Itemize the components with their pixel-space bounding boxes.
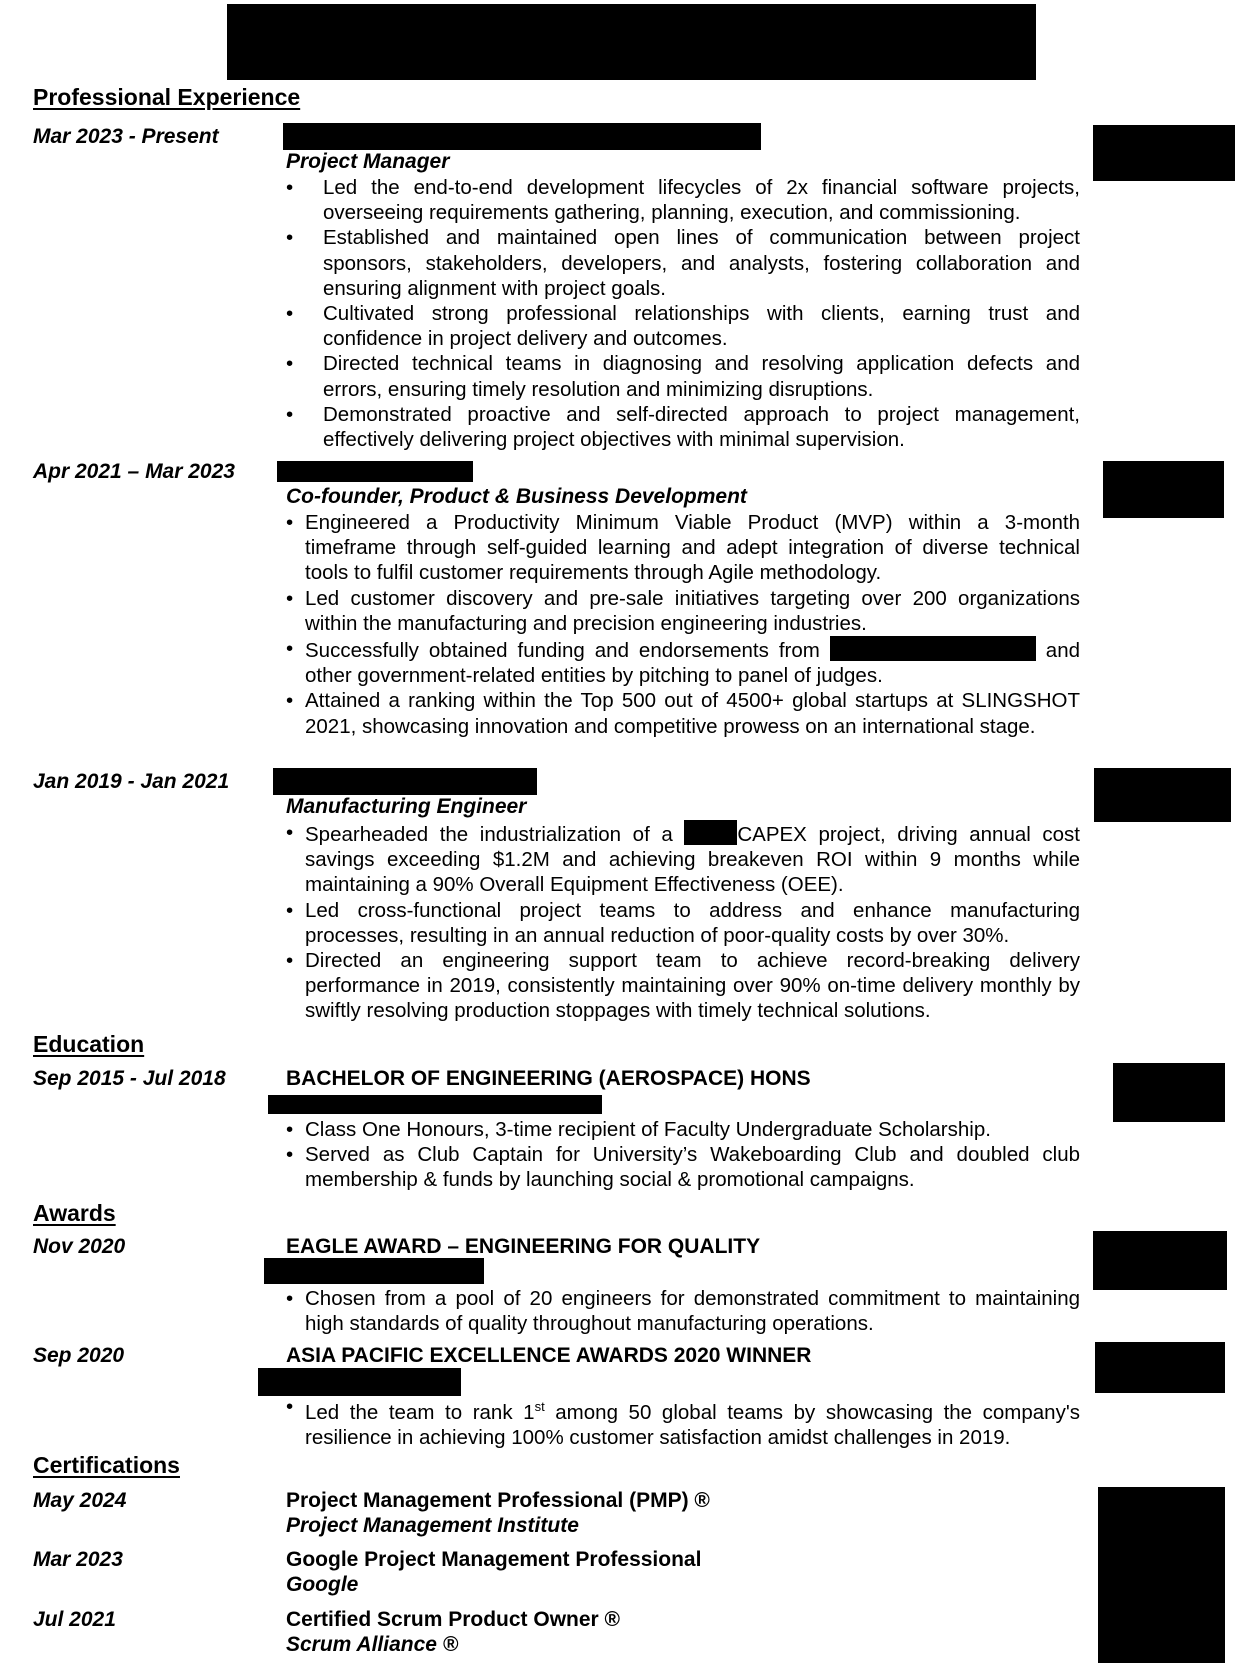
section-heading-experience: Professional Experience (33, 84, 301, 110)
cert-3-issuer: Scrum Alliance ® (286, 1633, 459, 1656)
award-1-bullets (305, 1286, 1080, 1336)
job-2-bullets (305, 510, 1080, 739)
list-item: • Chosen from a pool of 20 engineers for demonstrated commitment to maintaining high standards of quality throughout manufacturing operations. (305, 1286, 1080, 1336)
cert-3-date: Jul 2021 (33, 1608, 116, 1631)
redacted-location-6 (1095, 1342, 1225, 1393)
cert-1-name: Project Management Professional (PMP) ® (286, 1489, 710, 1512)
redacted-amount (684, 820, 737, 845)
list-item (305, 636, 1080, 688)
cert-2-date: Mar 2023 (33, 1548, 123, 1571)
award-1-title: EAGLE AWARD – ENGINEERING FOR QUALITY (286, 1235, 761, 1258)
education-dates: Sep 2015 - Jul 2018 (33, 1067, 226, 1090)
award-2-bullets (305, 1394, 1080, 1450)
list-item: • Directed technical teams in diagnosing and resolving application defects and errors, ensuring timely resolution and minimizing disruptions. (323, 351, 1080, 401)
job-2-dates: Apr 2021 – Mar 2023 (33, 460, 235, 483)
rank-text-after: among 50 global teams by showcasing the company's resilience in achieving 100% customer satisfaction amidst challenges in 2019. (305, 1400, 1080, 1450)
award-2-title: ASIA PACIFIC EXCELLENCE AWARDS 2020 WINNER (286, 1344, 812, 1367)
capex-text-after: CAPEX project, driving annual cost savings exceeding $1.2M and achieving breakeven ROI within 9 months while maintaining a 90% Overall Equipment Effectiveness (OEE). (305, 823, 1080, 897)
redacted-location-4 (1113, 1063, 1225, 1122)
rank-superscript: st (534, 1399, 545, 1414)
list-item (305, 820, 1080, 898)
redacted-location-5 (1093, 1231, 1227, 1290)
job-3-dates: Jan 2019 - Jan 2021 (33, 770, 230, 793)
redacted-award-1-org (264, 1258, 484, 1284)
education-degree: BACHELOR OF ENGINEERING (AEROSPACE) HONS (286, 1067, 811, 1090)
list-item: • Class One Honours, 3-time recipient of Faculty Undergraduate Scholarship. (305, 1117, 1080, 1142)
funding-text-after: and (1045, 639, 1081, 663)
list-item: • Engineered a Productivity Minimum Viable Product (MVP) within a 3-month timeframe through self-guided learning and adept integration of diverse technical tools to fulfil customer requirements through Agile methodology. (305, 510, 1080, 586)
redacted-university (268, 1095, 602, 1114)
job-1-dates: Mar 2023 - Present (33, 125, 219, 148)
cert-3-name: Certified Scrum Product Owner ® (286, 1608, 621, 1631)
redacted-cert-details (1098, 1487, 1225, 1663)
award-1-date: Nov 2020 (33, 1235, 126, 1258)
redacted-employer-3 (273, 768, 537, 795)
redacted-location-3 (1094, 768, 1231, 822)
list-item (305, 1394, 1080, 1450)
funding-text-rest: other government-related entities by pitching to panel of judges. (305, 664, 883, 688)
list-item: • Directed an engineering support team to achieve record-breaking delivery performance in 2019, consistently maintaining over 90% on-time delivery monthly by swiftly resolving production stoppages with timely technical solutions. (305, 948, 1080, 1024)
cert-2-name: Google Project Management Professional (286, 1548, 702, 1571)
cert-1-issuer: Project Management Institute (286, 1514, 579, 1537)
job-1-bullets (323, 175, 1080, 452)
capex-text-before: Spearheaded the industrialization of a (305, 823, 673, 846)
job-1-role: Project Manager (286, 150, 450, 173)
section-heading-certifications: Certifications (33, 1452, 180, 1478)
redacted-employer-2 (277, 461, 473, 482)
section-heading-education: Education (33, 1031, 145, 1057)
job-3-bullets (305, 820, 1080, 1024)
cert-2-issuer: Google (286, 1573, 359, 1596)
list-item: • Established and maintained open lines of communication between project sponsors, stakeholders, developers, and analysts, fostering collaboration and ensuring alignment with project goals. (323, 225, 1080, 301)
redacted-funder (830, 636, 1036, 661)
list-item: • Demonstrated proactive and self-directed approach to project management, effectively delivering project objectives with minimal supervision. (323, 402, 1080, 452)
redacted-employer-1 (283, 123, 761, 150)
funding-text-before: Successfully obtained funding and endorsements from (305, 639, 820, 663)
award-2-date: Sep 2020 (33, 1344, 125, 1367)
cert-1-date: May 2024 (33, 1489, 127, 1512)
list-item: • Cultivated strong professional relationships with clients, earning trust and confidence in project delivery and outcomes. (323, 301, 1080, 351)
redacted-award-2-org (258, 1368, 461, 1396)
job-3-role: Manufacturing Engineer (286, 795, 527, 818)
list-item: • Served as Club Captain for University’s Wakeboarding Club and doubled club membership & funds by launching social & promotional campaigns. (305, 1142, 1080, 1192)
list-item: • Led the end-to-end development lifecycles of 2x financial software projects, overseeing requirements gathering, planning, execution, and commissioning. (323, 175, 1080, 225)
list-item: • Led cross-functional project teams to address and enhance manufacturing processes, resulting in an annual reduction of poor-quality costs by over 30%. (305, 898, 1080, 948)
redacted-location-1 (1093, 125, 1235, 181)
redacted-header (227, 4, 1036, 80)
list-item: • Attained a ranking within the Top 500 out of 4500+ global startups at SLINGSHOT 2021, showcasing innovation and competitive prowess on an international stage. (305, 688, 1080, 738)
rank-text-before: Led the team to rank 1 (305, 1400, 535, 1424)
section-heading-awards: Awards (33, 1200, 116, 1226)
education-bullets (305, 1117, 1080, 1193)
job-2-role: Co-founder, Product & Business Development (286, 485, 747, 508)
redacted-location-2 (1103, 461, 1224, 518)
list-item: • Led customer discovery and pre-sale initiatives targeting over 200 organizations within the manufacturing and precision engineering industries. (305, 586, 1080, 636)
